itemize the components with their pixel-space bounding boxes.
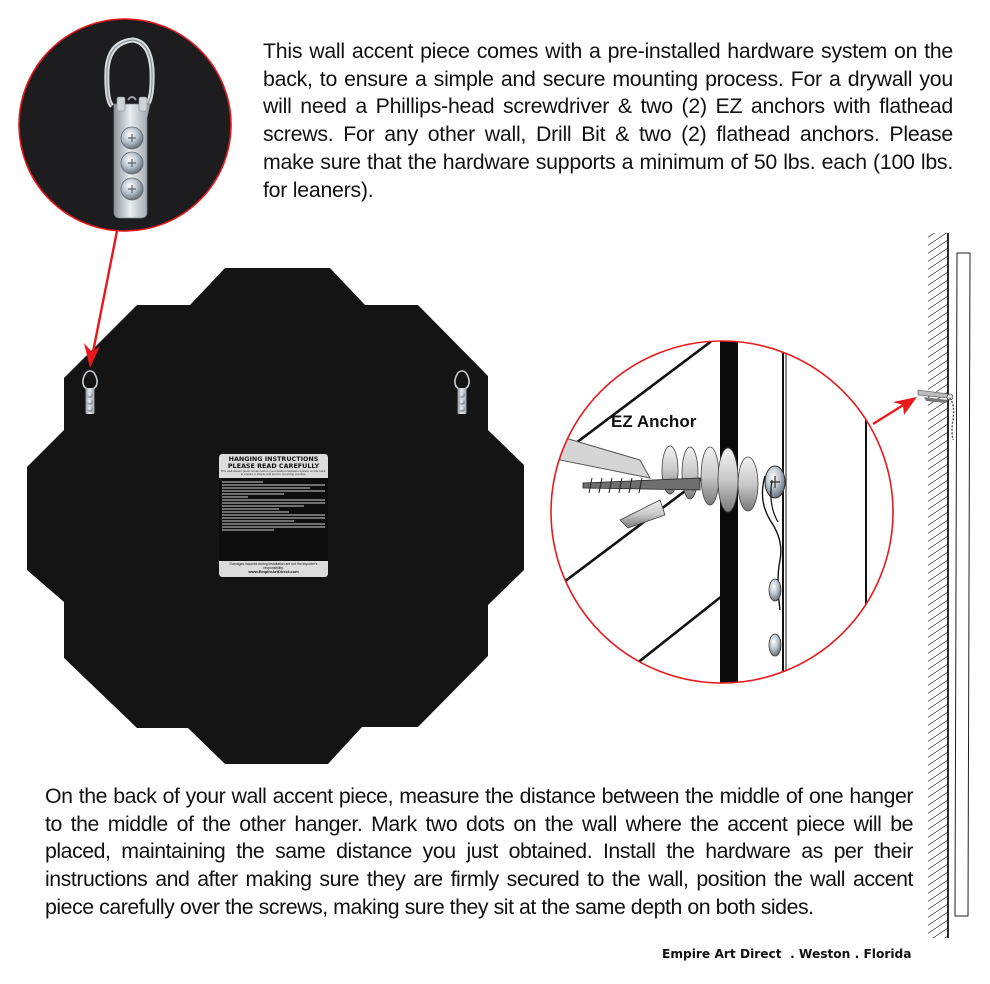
label-title-line2: PLEASE READ CAREFULLY xyxy=(227,461,320,470)
label-footer-disclaimer: Damages incurred during installation are not the importer's responsibility. xyxy=(229,562,318,571)
hanging-instructions-label xyxy=(219,454,328,577)
mounting-instructions-paragraph: On the back of your wall accent piece, measure the distance between the middle of one hanger to the middle of the other hanger. Mark two dots on the wall where the accent piece will be placed, maintaining the same distance you just obtained. Install the hardware as per their instructions and after making sure they are firmly secured to the wall, position the wall accent piece carefully over the screws, making sure they sit at the same depth on both sides. xyxy=(45,784,913,919)
label-footer xyxy=(219,561,328,577)
label-body-text xyxy=(219,478,328,534)
intro-paragraph: This wall accent piece comes with a pre-installed hardware system on the back, to ensure a simple and secure mounting process. For a drywall you will need a Phillips-head screwdriver & two (2) EZ anchors with flathead screws. For any other wall, Drill Bit & two (2) flathead anchors. Please make sure that the hardware supports a minimum of 50 lbs. each (100 lbs. for leaners). xyxy=(263,39,953,202)
company-footer: Empire Art Direct . Weston . Florida xyxy=(662,947,912,961)
wall-section-diagram xyxy=(918,233,970,938)
ez-anchor-label: EZ Anchor xyxy=(611,412,697,431)
label-subtitle: This wall accent piece comes with a pre-installed hardware system on the back, to ensure a simple and secure mounting process. xyxy=(220,468,327,477)
label-header xyxy=(219,454,328,478)
label-footer-website: www.EmpireArtDirect.com xyxy=(248,569,299,575)
label-title-line1: HANGING INSTRUCTIONS xyxy=(228,455,319,463)
callout-arrow-right-icon xyxy=(873,397,917,424)
ez-anchor-closeup-callout xyxy=(540,330,893,740)
hanger-closeup-callout xyxy=(0,0,250,250)
